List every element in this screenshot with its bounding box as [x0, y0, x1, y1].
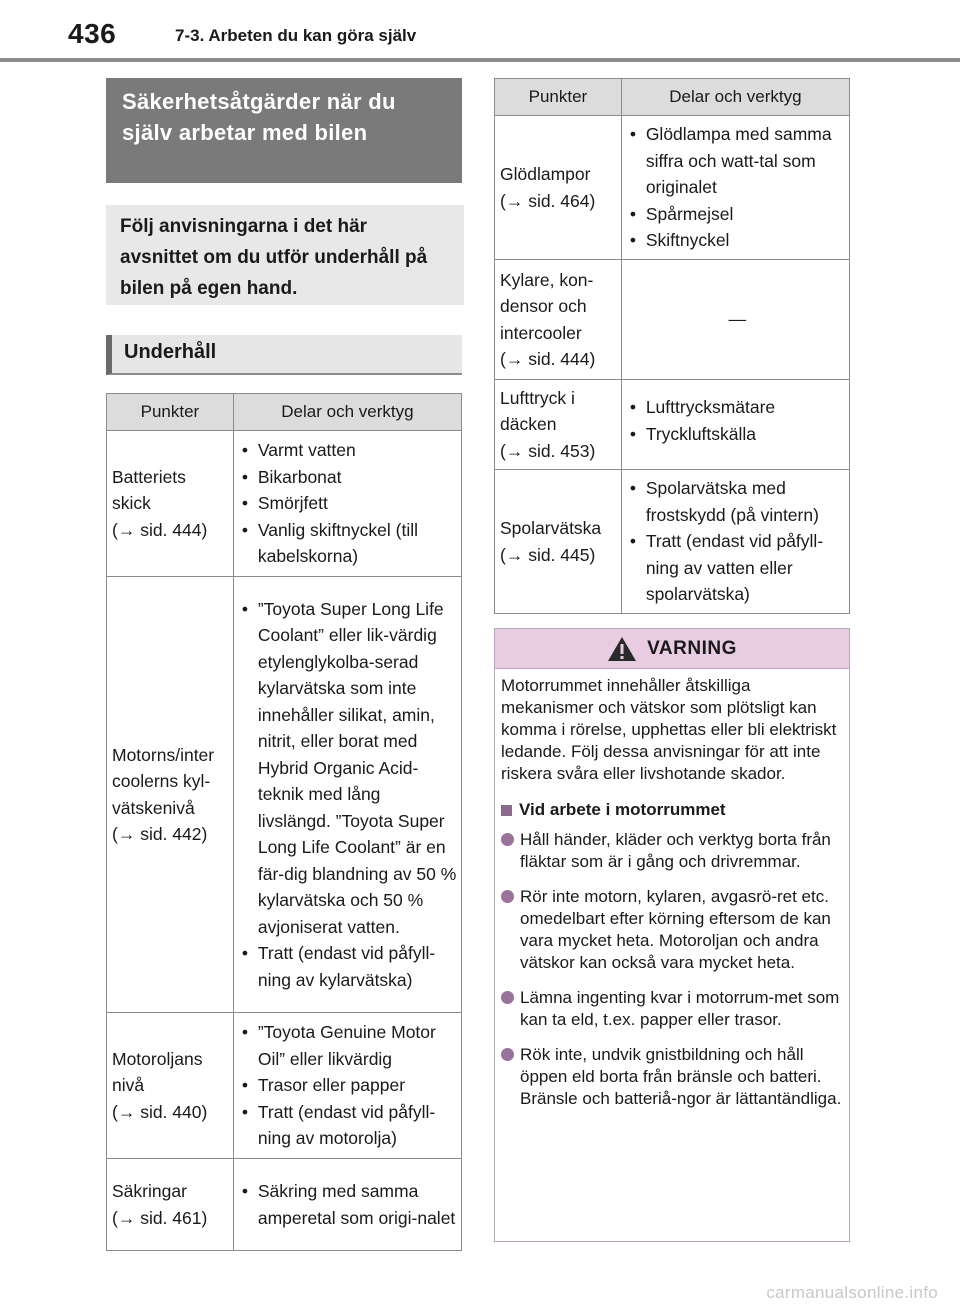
- warning-intro: Motorrummet innehåller åtskilliga mekanismer och vätskor som plötsligt kan komma i rörelse, upphettas eller bli elektriskt ledande. Följ dessa anvisningar för att inte riskera svåra eller livshotande skador.: [501, 676, 837, 783]
- circle-bullet-icon: [501, 890, 514, 903]
- tools-cell: [233, 431, 461, 577]
- tool-item: • Vanlig skiftnyckel (till kabelskorna): [242, 517, 457, 570]
- tools-cell: [233, 577, 461, 1013]
- header-divider: [0, 58, 960, 62]
- tools-cell: [621, 116, 849, 260]
- column-header-tools: Delar och verktyg: [621, 79, 849, 116]
- item-cell: [107, 1159, 234, 1251]
- table-row: [107, 1159, 462, 1251]
- page-header: [0, 0, 960, 64]
- item-line: Glödlampor: [500, 164, 591, 184]
- tool-item: • Tratt (endast vid påfyll-ning av vatten eller spolarvätska): [630, 528, 845, 608]
- column-header-item: Punkter: [107, 394, 234, 431]
- square-bullet-icon: [501, 805, 512, 816]
- item-line: coolerns kyl-: [112, 771, 211, 791]
- item-line: (→ sid. 440): [112, 1101, 208, 1122]
- item-line: (→ sid. 445): [500, 544, 596, 565]
- warning-header: [495, 629, 849, 669]
- warning-item-text: Håll händer, kläder och verktyg borta från fläktar som är i gång och drivremmar.: [520, 830, 831, 871]
- tool-item: • Tryckluftskälla: [630, 421, 845, 448]
- tool-item: • Varmt vatten: [242, 437, 457, 464]
- tools-cell: [233, 1159, 461, 1251]
- intro-text: Följ anvisningarna i det här avsnittet om du utför underhåll på bilen på egen hand.: [106, 205, 464, 305]
- item-cell: [107, 1013, 234, 1159]
- item-line: (→ sid. 461): [112, 1207, 208, 1228]
- list-item: [501, 886, 843, 974]
- table-header-row: [495, 79, 850, 116]
- item-line: skick: [112, 493, 151, 514]
- list-item: [501, 829, 843, 873]
- item-line: (→ sid. 442): [112, 824, 208, 844]
- page-number: 436: [68, 18, 117, 49]
- table-row: [495, 116, 850, 260]
- item-cell: [107, 577, 234, 1013]
- circle-bullet-icon: [501, 833, 514, 846]
- tool-item: • Tratt (endast vid påfyll-ning av kylarvätska): [242, 940, 457, 993]
- item-line: (→ sid. 464): [500, 190, 596, 211]
- item-cell: [107, 431, 234, 577]
- subheading: Underhåll: [106, 335, 462, 375]
- item-line: Motoroljans: [112, 1048, 203, 1069]
- tool-item: • Lufttrycksmätare: [630, 394, 845, 421]
- tools-cell: [621, 470, 849, 614]
- item-line: Spolarvätska: [500, 518, 602, 538]
- table-row: [495, 470, 850, 614]
- table-row: [107, 577, 462, 1013]
- table-row: [107, 1013, 462, 1159]
- item-line: Motorns/inter: [112, 744, 215, 765]
- watermark-text: carmanualsonline.info: [766, 1283, 938, 1302]
- tool-item: • Glödlampa med samma siffra och watt-tal som originalet: [630, 121, 845, 201]
- list-item: [501, 987, 843, 1031]
- tools-cell: [233, 1013, 461, 1159]
- item-line: densor och: [500, 296, 587, 316]
- item-line: (→ sid. 444): [112, 519, 208, 540]
- item-cell: [495, 470, 622, 614]
- item-line: Kylare, kon-: [500, 269, 594, 290]
- item-line: Batteriets: [112, 466, 186, 487]
- tool-item: • ”Toyota Super Long Life Coolant” eller lik-värdig etylenglykolba-serad kylarvätska som inte innehåller silikat, amin, nitrit, eller borat med Hybrid Organic Acid-teknik med lång livslängd. ”Toyota Super Long Life Coolant” är en fär-dig blandning av 50 % kylarvätska och 50 % avjoniserat vatten.: [242, 596, 457, 941]
- table-header-row: [107, 394, 462, 431]
- table-row: [495, 380, 850, 470]
- maintenance-table-right: [494, 78, 850, 614]
- column-header-tools: Delar och verktyg: [233, 394, 461, 431]
- item-line: däcken: [500, 414, 557, 435]
- tool-item: • Bikarbonat: [242, 464, 457, 491]
- tools-cell-none: —: [621, 260, 849, 380]
- item-line: vätskenivå: [112, 797, 195, 818]
- section-title: Säkerhetsåtgärder när du själv arbetar med bilen: [106, 78, 462, 183]
- item-cell: [495, 116, 622, 260]
- warning-box: [494, 628, 850, 1242]
- circle-bullet-icon: [501, 1048, 514, 1061]
- item-line: nivå: [112, 1075, 145, 1096]
- warning-item-text: Lämna ingenting kvar i motorrum-met som kan ta eld, t.ex. papper eller trasor.: [520, 988, 840, 1029]
- warning-section-heading: [501, 799, 843, 821]
- tool-item: • Spårmejsel: [630, 201, 845, 228]
- item-line: (→ sid. 453): [500, 440, 596, 461]
- item-cell: [495, 260, 622, 380]
- item-cell: [495, 380, 622, 470]
- tool-item: • Trasor eller papper: [242, 1072, 457, 1099]
- tool-item: • Tratt (endast vid påfyll-ning av motorolja): [242, 1099, 457, 1152]
- warning-triangle-icon: [607, 636, 637, 662]
- tools-cell: [621, 380, 849, 470]
- maintenance-table-left: [106, 393, 462, 1251]
- tool-item: • ”Toyota Genuine Motor Oil” eller likvärdig: [242, 1019, 457, 1072]
- tool-item: • Skiftnyckel: [630, 227, 845, 254]
- warning-item-text: Rök inte, undvik gnistbildning och håll öppen eld borta från bränsle och batteri. Bränsle och batteriå-ngor är lättantändliga.: [520, 1045, 842, 1108]
- warning-title: VARNING: [647, 637, 737, 659]
- item-line: Lufttryck i: [500, 387, 575, 408]
- circle-bullet-icon: [501, 991, 514, 1004]
- item-line: Säkringar: [112, 1181, 187, 1201]
- list-item: [501, 1044, 843, 1110]
- column-header-item: Punkter: [495, 79, 622, 116]
- tool-item: • Säkring med samma amperetal som origi-nalet: [242, 1178, 457, 1231]
- warning-item-text: Rör inte motorn, kylaren, avgasrö-ret etc. omedelbart efter körning eftersom de kan vara mycket heta. Motoroljan och andra vätskor kan också vara mycket heta.: [520, 887, 831, 972]
- warning-section-label: Vid arbete i motorrummet: [519, 800, 726, 819]
- item-line: (→ sid. 444): [500, 349, 596, 369]
- item-line: intercooler: [500, 322, 582, 343]
- table-row: [495, 260, 850, 380]
- warning-body: [495, 669, 849, 1110]
- chapter-title: 7-3. Arbeten du kan göra själv: [175, 26, 417, 45]
- table-row: [107, 431, 462, 577]
- tool-item: • Spolarvätska med frostskydd (på vintern): [630, 475, 845, 528]
- tool-item: • Smörjfett: [242, 490, 457, 517]
